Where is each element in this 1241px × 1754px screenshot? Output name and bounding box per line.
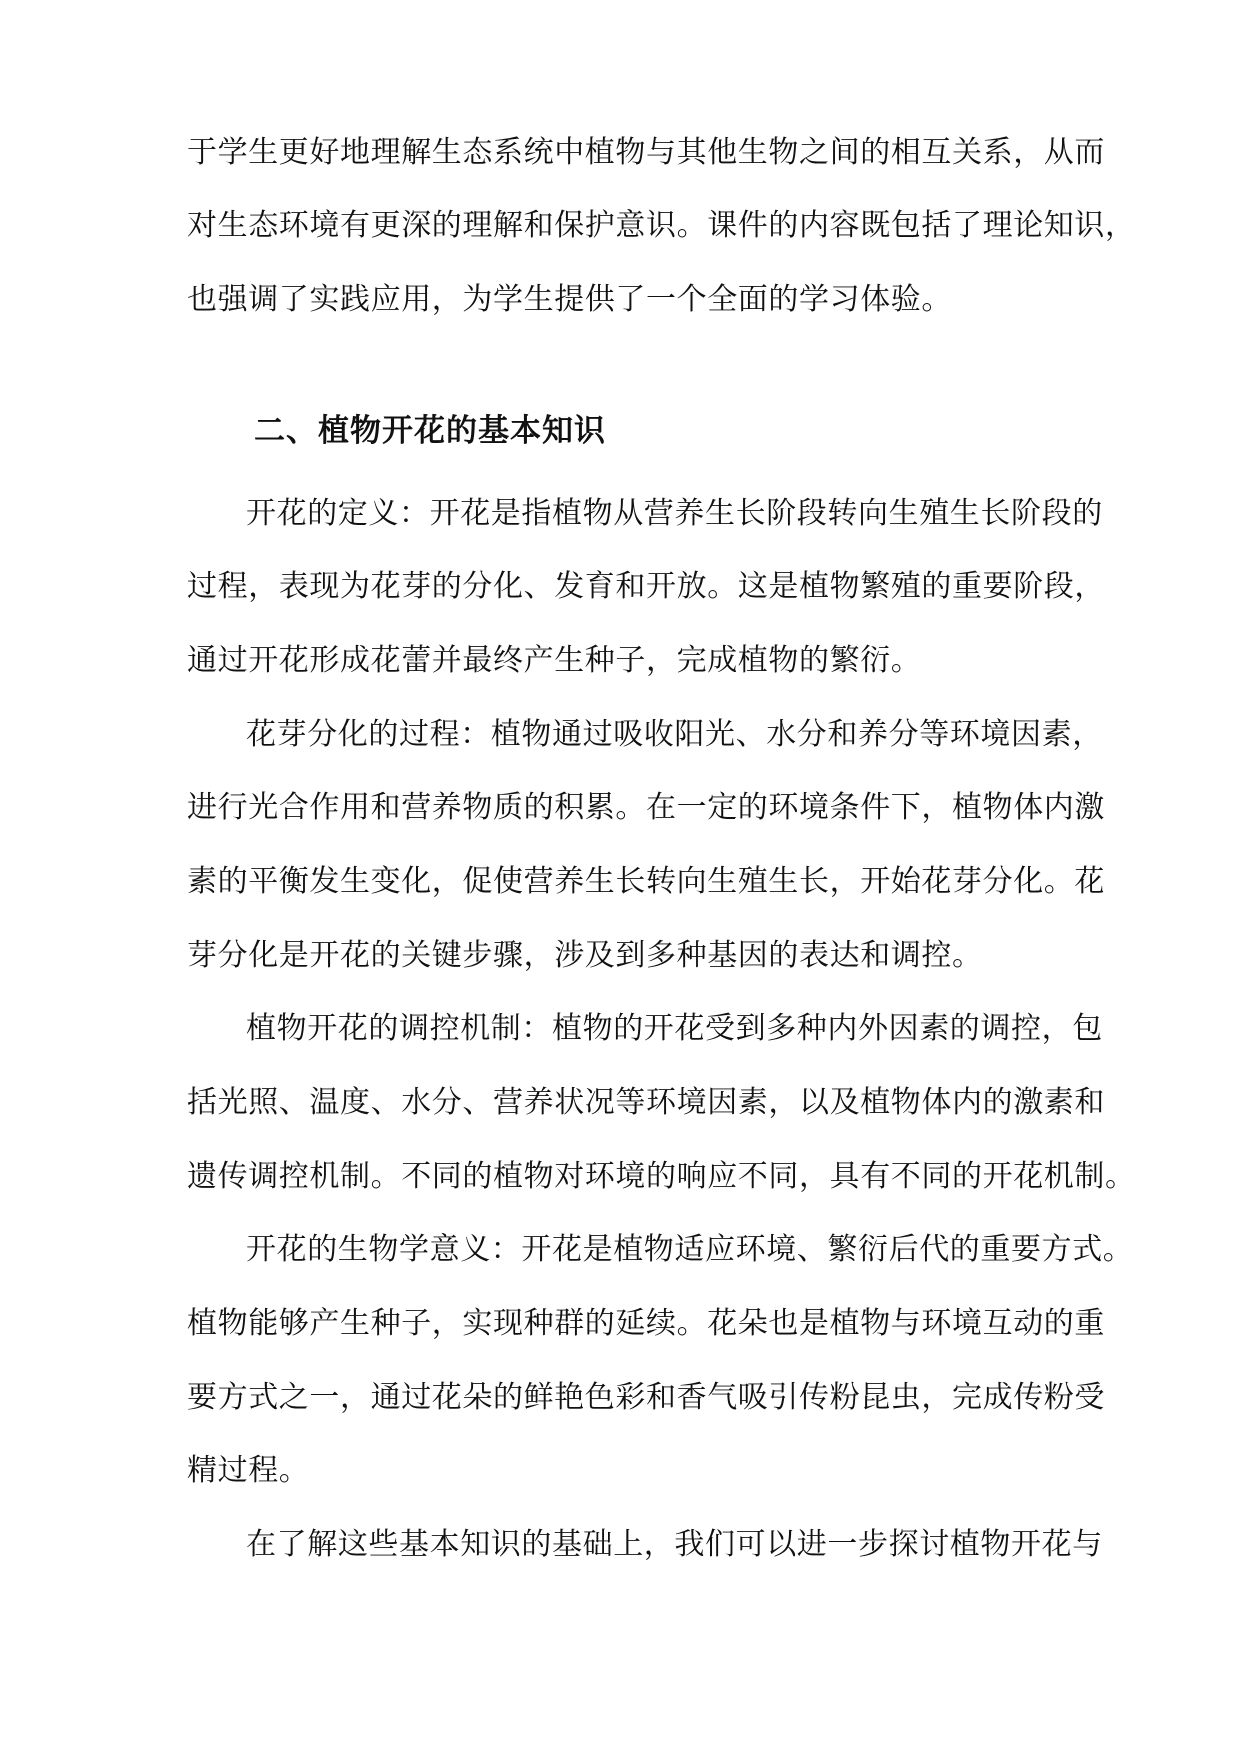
paragraph-regulation-line-3: 遗传调控机制。不同的植物对环境的响应不同，具有不同的开花机制。 — [187, 1159, 1136, 1194]
paragraph-definition-line-1: 开花的定义：开花是指植物从营养生长阶段转向生殖生长阶段的 — [246, 496, 1103, 531]
paragraph-regulation-line-2: 括光照、温度、水分、营养状况等环境因素，以及植物体内的激素和 — [187, 1085, 1105, 1120]
paragraph-definition-line-3: 通过开花形成花蕾并最终产生种子，完成植物的繁衍。 — [187, 643, 922, 678]
paragraph-intro-line-2: 对生态环境有更深的理解和保护意识。课件的内容既包括了理论知识， — [187, 208, 1136, 243]
paragraph-intro-line-1: 于学生更好地理解生态系统中植物与其他生物之间的相互关系，从而 — [187, 135, 1105, 170]
paragraph-significance-line-3: 要方式之一，通过花朵的鲜艳色彩和香气吸引传粉昆虫，完成传粉受 — [187, 1380, 1105, 1415]
paragraph-significance-line-1: 开花的生物学意义：开花是植物适应环境、繁衍后代的重要方式。 — [246, 1232, 1134, 1267]
paragraph-bud-line-2: 进行光合作用和营养物质的积累。在一定的环境条件下，植物体内激 — [187, 790, 1105, 825]
paragraph-regulation-line-1: 植物开花的调控机制：植物的开花受到多种内外因素的调控，包 — [246, 1011, 1103, 1046]
paragraph-definition-line-2: 过程，表现为花芽的分化、发育和开放。这是植物繁殖的重要阶段， — [187, 569, 1105, 604]
section-heading: 二、植物开花的基本知识 — [254, 413, 606, 449]
paragraph-bud-line-4: 芽分化是开花的关键步骤，涉及到多种基因的表达和调控。 — [187, 938, 983, 973]
paragraph-bud-line-3: 素的平衡发生变化，促使营养生长转向生殖生长，开始花芽分化。花 — [187, 864, 1105, 899]
paragraph-intro-line-3: 也强调了实践应用，为学生提供了一个全面的学习体验。 — [187, 282, 952, 317]
paragraph-closing-line-1: 在了解这些基本知识的基础上，我们可以进一步探讨植物开花与 — [246, 1527, 1103, 1562]
paragraph-bud-line-1: 花芽分化的过程：植物通过吸收阳光、水分和养分等环境因素， — [246, 717, 1103, 752]
paragraph-significance-line-4: 精过程。 — [187, 1453, 310, 1488]
paragraph-significance-line-2: 植物能够产生种子，实现种群的延续。花朵也是植物与环境互动的重 — [187, 1306, 1105, 1341]
